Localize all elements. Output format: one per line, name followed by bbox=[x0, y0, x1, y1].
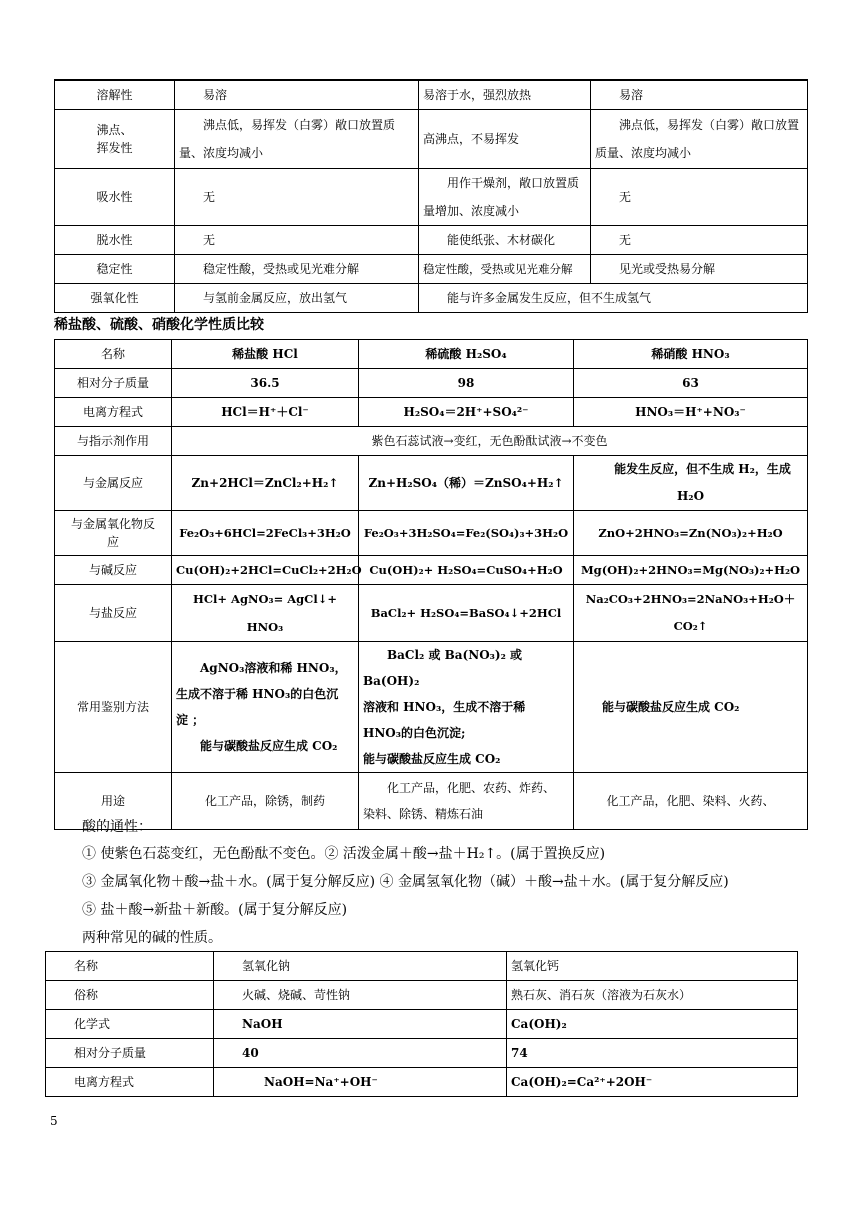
cell-hno3: 化工产品，化肥、染料、火药、 bbox=[574, 773, 808, 830]
cell-caoh: 74 bbox=[507, 1039, 798, 1068]
cell-line: 化工产品，化肥、农药、炸药、 bbox=[387, 781, 556, 795]
row-label: 俗称 bbox=[46, 981, 214, 1010]
row-label: 电离方程式 bbox=[55, 398, 172, 427]
column-header: 名称 bbox=[55, 340, 172, 369]
row-label: 与碱反应 bbox=[55, 556, 172, 585]
cell-h2so4: 易溶于水，强烈放热 bbox=[419, 80, 591, 110]
cell-line: HNO₃的白色沉淀; bbox=[363, 726, 466, 740]
cell-h2so4: BaCl₂+ H₂SO₄=BaSO₄↓+2HCl bbox=[359, 585, 574, 642]
table-row bbox=[55, 642, 808, 773]
row-label: 与盐反应 bbox=[55, 585, 172, 642]
cell-h2so4 bbox=[359, 642, 574, 773]
table-row bbox=[55, 284, 808, 313]
table-row bbox=[55, 427, 808, 456]
cell-hno3: 见光或受热易分解 bbox=[591, 255, 808, 284]
row-label: 相对分子质量 bbox=[55, 369, 172, 398]
cell-caoh: 氢氧化钙 bbox=[507, 952, 798, 981]
cell-hcl: 36.5 bbox=[172, 369, 359, 398]
cell-line: 溶液和 HNO₃，生成不溶于稀 bbox=[363, 700, 526, 714]
cell-line: 能与碳酸盐反应生成 CO₂ bbox=[200, 739, 338, 753]
cell-naoh: 40 bbox=[214, 1039, 507, 1068]
table-row bbox=[55, 80, 808, 110]
section-title: 稀盐酸、硫酸、硝酸化学性质比较 bbox=[54, 317, 264, 333]
table-row bbox=[46, 981, 798, 1010]
cell-h2so4: 能使纸张、木材碳化 bbox=[419, 226, 591, 255]
row-label: 与金属反应 bbox=[55, 456, 172, 511]
table-row bbox=[55, 340, 808, 369]
cell-h2so4 bbox=[359, 773, 574, 830]
cell-line: Na₂CO₃+2HNO₃=2NaNO₃+H₂O＋ bbox=[585, 592, 796, 606]
cell-caoh: 熟石灰、消石灰（溶液为石灰水） bbox=[507, 981, 798, 1010]
cell-hno3 bbox=[574, 456, 808, 511]
cell-line: 能发生反应，但不生成 H₂，生成 bbox=[614, 462, 791, 476]
row-label: 相对分子质量 bbox=[46, 1039, 214, 1068]
row-label: 电离方程式 bbox=[46, 1068, 214, 1097]
cell-hcl: HCl+ AgNO₃= AgCl↓+ HNO₃ bbox=[172, 585, 359, 642]
cell-hcl: Fe₂O₃+6HCl=2FeCl₃+3H₂O bbox=[172, 511, 359, 556]
cell-naoh: NaOH=Na⁺+OH⁻ bbox=[214, 1068, 507, 1097]
cell-line: CO₂↑ bbox=[673, 619, 708, 633]
cell-hno3: 易溶 bbox=[591, 80, 808, 110]
cell-line: 淀 ； bbox=[176, 713, 205, 727]
row-label bbox=[55, 511, 172, 556]
label-line: 与金属氧化物反 bbox=[70, 517, 155, 531]
cell-hcl: 沸点低，易挥发（白雾）敞口放置质量、浓度均减小 bbox=[175, 110, 419, 169]
acid-props-line: ③ 金属氧化物＋酸→盐＋水。(属于复分解反应) ④ 金属氢氧化物（碱）＋酸→盐＋水。(属于复分解反应) bbox=[82, 874, 729, 890]
cell-h2so4: 98 bbox=[359, 369, 574, 398]
table-row bbox=[46, 1039, 798, 1068]
cell-hno3: ZnO+2HNO₃=Zn(NO₃)₂+H₂O bbox=[574, 511, 808, 556]
cell-h2so4: 用作干燥剂，敞口放置质量增加、浓度减小 bbox=[419, 169, 591, 226]
cell-hcl: Cu(OH)₂+2HCl=CuCl₂+2H₂O bbox=[172, 556, 359, 585]
cell-hcl: 无 bbox=[175, 169, 419, 226]
property-label: 溶解性 bbox=[55, 80, 175, 110]
cell-h2so4: 高沸点，不易挥发 bbox=[419, 110, 591, 169]
cell-line: 生成不溶于稀 HNO₃的白色沉 bbox=[176, 687, 339, 701]
cell-h2so4: Fe₂O₃+3H₂SO₄=Fe₂(SO₄)₃+3H₂O bbox=[359, 511, 574, 556]
cell-naoh: 氢氧化钠 bbox=[214, 952, 507, 981]
cell-hcl: 与氢前金属反应，放出氢气 bbox=[175, 284, 419, 313]
cell-hcl: 化工产品，除锈，制药 bbox=[172, 773, 359, 830]
cell-line: 能与碳酸盐反应生成 CO₂ bbox=[363, 752, 501, 766]
cell-h2so4: H₂SO₄＝2H⁺+SO₄²⁻ bbox=[359, 398, 574, 427]
row-label: 化学式 bbox=[46, 1010, 214, 1039]
column-header: 稀硝酸 HNO₃ bbox=[574, 340, 808, 369]
cell-line: BaCl₂ 或 Ba(NO₃)₂ 或 Ba(OH)₂ bbox=[363, 648, 523, 688]
table-row bbox=[55, 585, 808, 642]
label-line: 沸点、 bbox=[96, 123, 133, 137]
table-row bbox=[55, 255, 808, 284]
cell-hcl: Zn+2HCl＝ZnCl₂+H₂↑ bbox=[172, 456, 359, 511]
row-label: 与指示剂作用 bbox=[55, 427, 172, 456]
cell-hno3 bbox=[574, 585, 808, 642]
cell-merged: 能与许多金属发生反应，但不生成氢气 bbox=[419, 284, 808, 313]
acid-physical-properties-table bbox=[54, 79, 808, 313]
column-header: 稀盐酸 HCl bbox=[172, 340, 359, 369]
cell-line: H₂O bbox=[676, 489, 705, 503]
property-label: 脱水性 bbox=[55, 226, 175, 255]
property-label: 稳定性 bbox=[55, 255, 175, 284]
property-label: 强氧化性 bbox=[55, 284, 175, 313]
cell-hcl: 无 bbox=[175, 226, 419, 255]
cell-naoh: NaOH bbox=[214, 1010, 507, 1039]
bases-properties-table bbox=[45, 951, 798, 1097]
row-label: 常用鉴别方法 bbox=[55, 642, 172, 773]
bases-section-title: 两种常见的碱的性质。 bbox=[82, 930, 222, 946]
table-row bbox=[46, 952, 798, 981]
cell-h2so4: Zn+H₂SO₄（稀）＝ZnSO₄+H₂↑ bbox=[359, 456, 574, 511]
table-row bbox=[55, 169, 808, 226]
cell-naoh: 火碱、烧碱、苛性钠 bbox=[214, 981, 507, 1010]
table-row bbox=[55, 369, 808, 398]
table-row bbox=[55, 773, 808, 830]
cell-hno3: 无 bbox=[591, 226, 808, 255]
cell-h2so4: 稳定性酸，受热或见光难分解 bbox=[419, 255, 591, 284]
table-row bbox=[55, 511, 808, 556]
cell-hno3: 能与碳酸盐反应生成 CO₂ bbox=[574, 642, 808, 773]
cell-hno3: HNO₃＝H⁺+NO₃⁻ bbox=[574, 398, 808, 427]
cell-hcl bbox=[172, 642, 359, 773]
table-row bbox=[46, 1010, 798, 1039]
table-row bbox=[55, 110, 808, 169]
cell-line: AgNO₃溶液和稀 HNO₃， bbox=[200, 661, 347, 675]
page-number: 5 bbox=[50, 1114, 58, 1128]
acid-chemical-properties-table bbox=[54, 339, 808, 830]
cell-hcl: HCl＝H⁺＋Cl⁻ bbox=[172, 398, 359, 427]
label-line: 挥发性 bbox=[96, 141, 133, 155]
cell-line: 染料、除锈、精炼石油 bbox=[363, 807, 484, 821]
property-label: 吸水性 bbox=[55, 169, 175, 226]
cell-hcl: 稳定性酸，受热或见光难分解 bbox=[175, 255, 419, 284]
label-line: 应 bbox=[106, 535, 119, 549]
row-label: 用途 bbox=[55, 773, 172, 830]
table-row bbox=[55, 456, 808, 511]
column-header: 稀硫酸 H₂SO₄ bbox=[359, 340, 574, 369]
cell-caoh: Ca(OH)₂=Ca²⁺+2OH⁻ bbox=[507, 1068, 798, 1097]
table-row bbox=[55, 556, 808, 585]
cell-h2so4: Cu(OH)₂+ H₂SO₄=CuSO₄+H₂O bbox=[359, 556, 574, 585]
cell-hno3: 沸点低，易挥发（白雾）敞口放置质量、浓度均减小 bbox=[591, 110, 808, 169]
cell-hno3: Mg(OH)₂+2HNO₃=Mg(NO₃)₂+H₂O bbox=[574, 556, 808, 585]
cell-hcl: 易溶 bbox=[175, 80, 419, 110]
cell-hno3: 63 bbox=[574, 369, 808, 398]
cell-merged: 紫色石蕊试液→变红，无色酚酞试液→不变色 bbox=[172, 427, 808, 456]
acid-props-title: 酸的通性： bbox=[82, 819, 152, 835]
table-row bbox=[55, 226, 808, 255]
table-row bbox=[46, 1068, 798, 1097]
cell-hno3: 无 bbox=[591, 169, 808, 226]
cell-caoh: Ca(OH)₂ bbox=[507, 1010, 798, 1039]
property-label bbox=[55, 110, 175, 169]
acid-props-line: ① 使紫色石蕊变红，无色酚酞不变色。② 活泼金属＋酸→盐＋H₂↑。(属于置换反应) bbox=[82, 846, 606, 862]
acid-props-line: ⑤ 盐＋酸→新盐＋新酸。(属于复分解反应) bbox=[82, 902, 348, 918]
row-label: 名称 bbox=[46, 952, 214, 981]
table-row bbox=[55, 398, 808, 427]
